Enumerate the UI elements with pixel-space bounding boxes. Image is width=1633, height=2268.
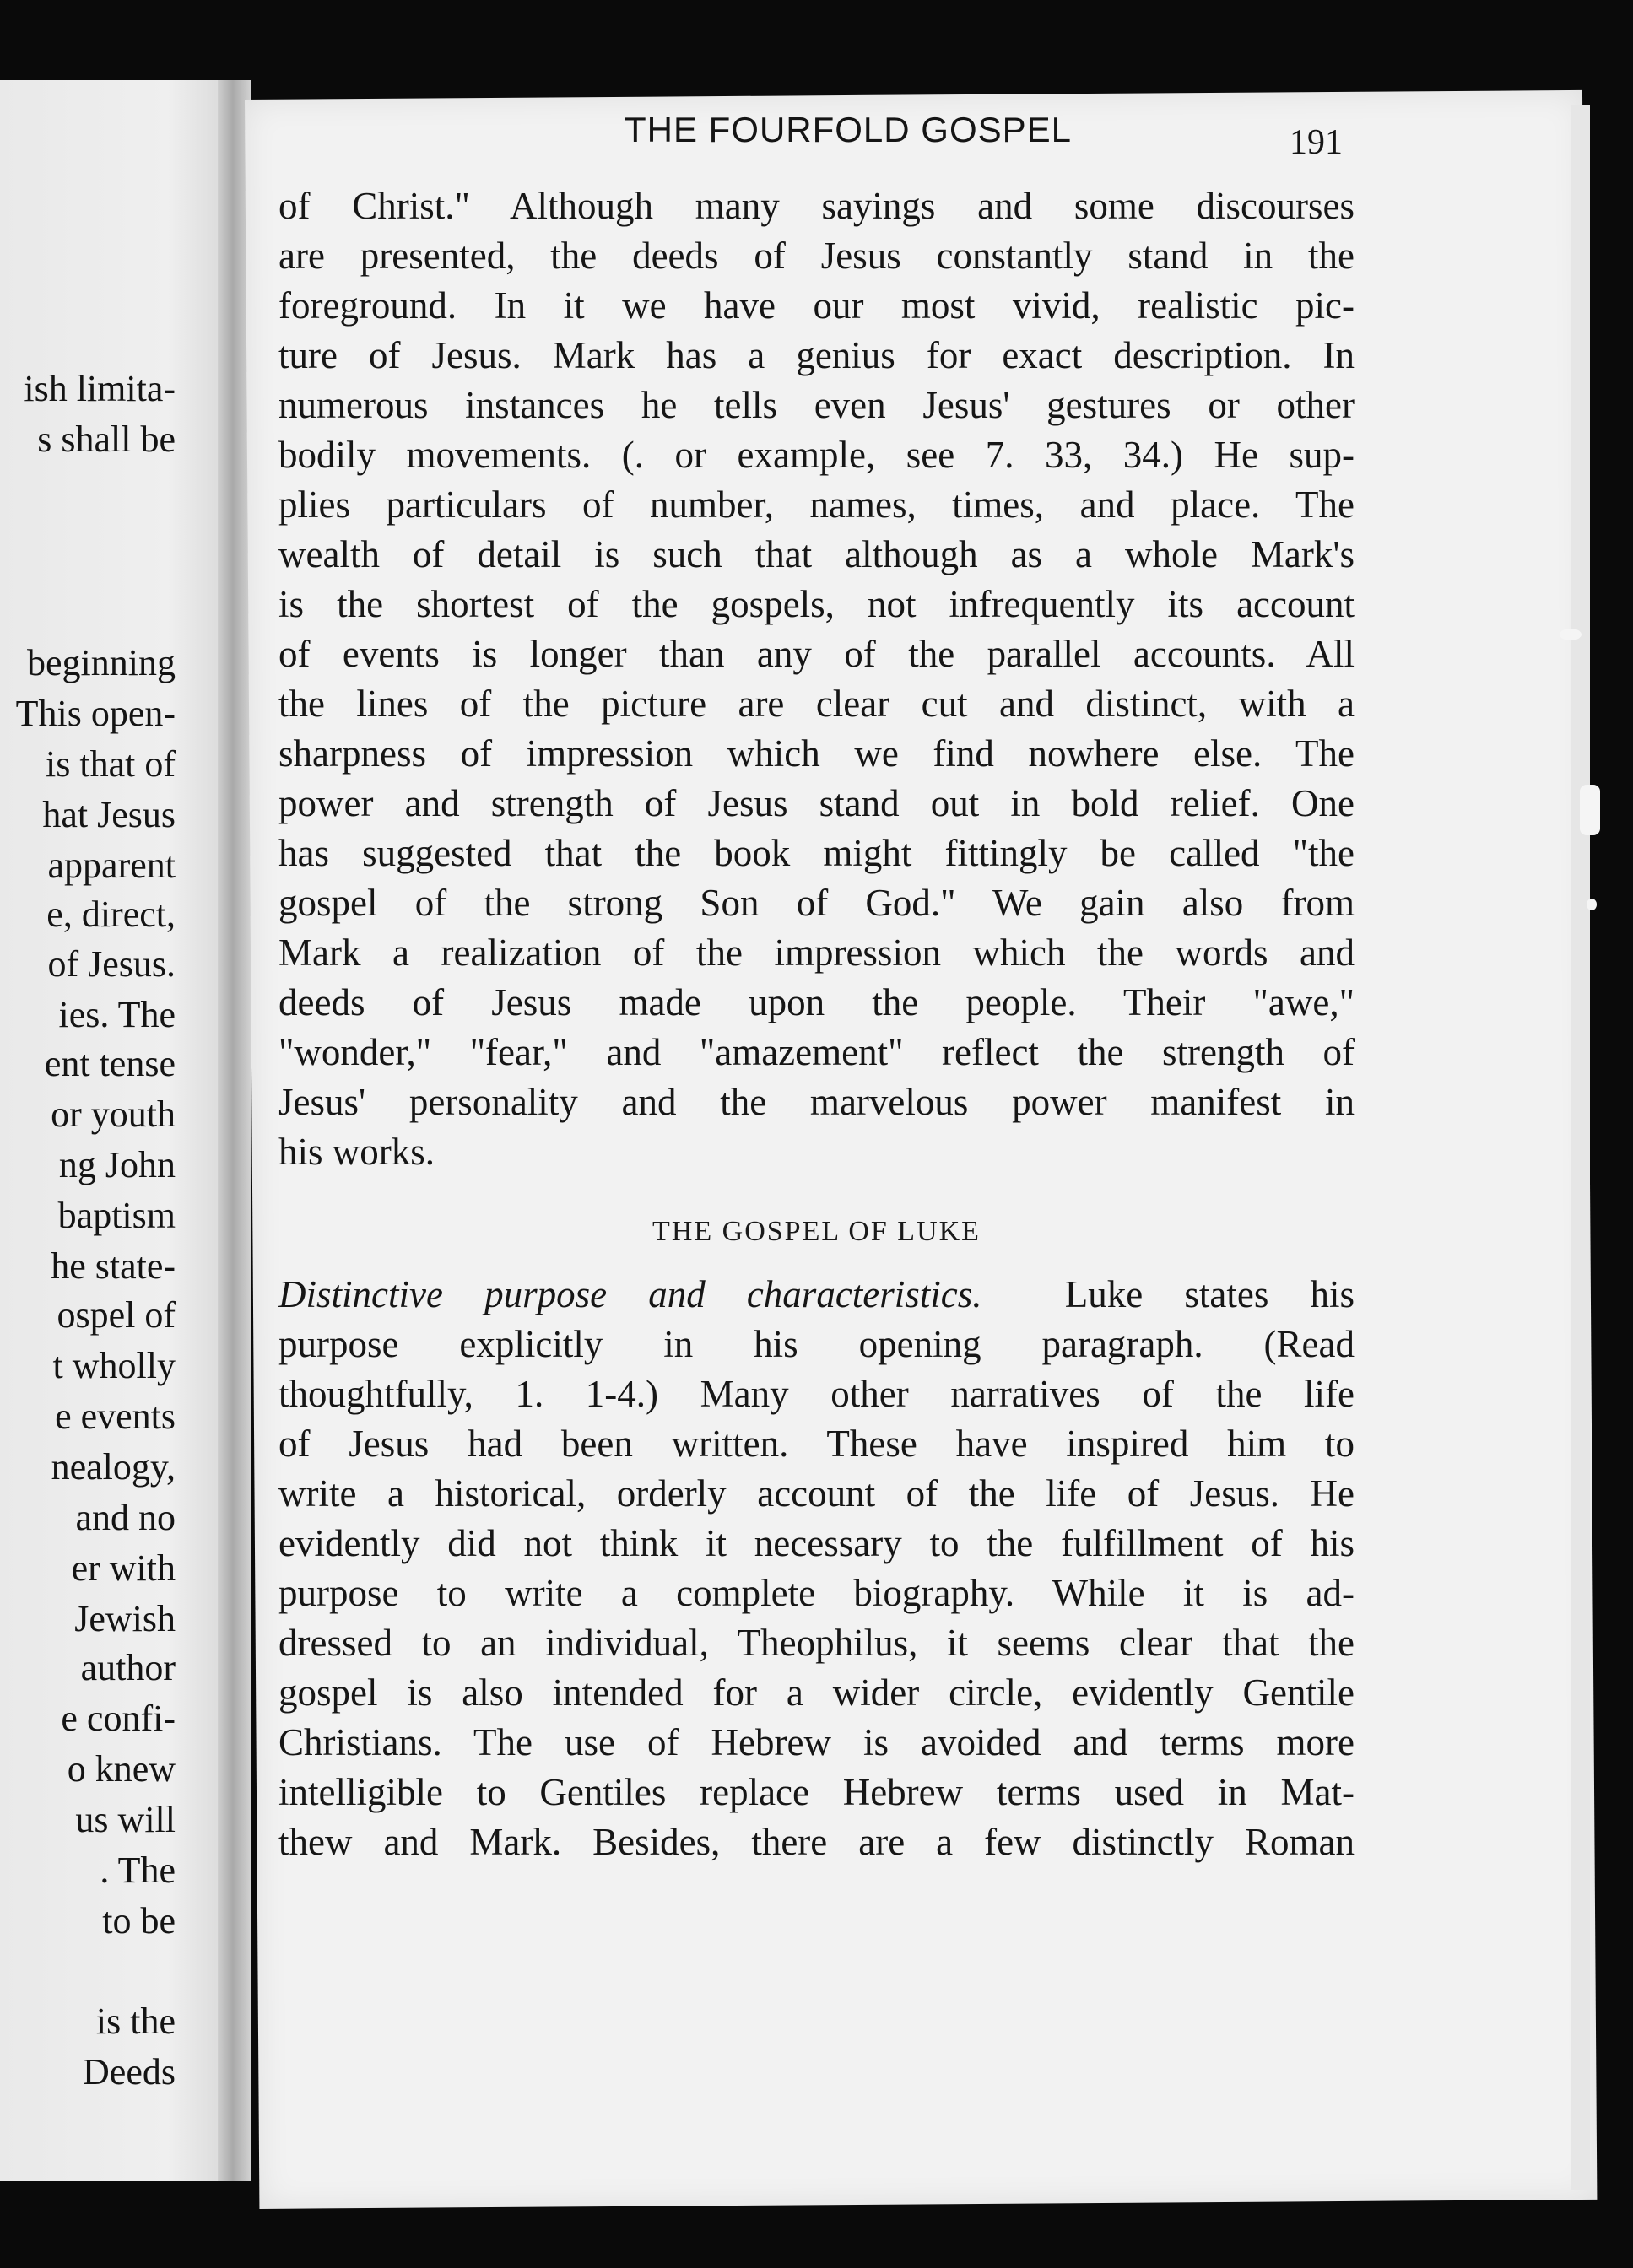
- left-page-line-fragment: us will: [75, 1799, 176, 1840]
- left-page-line-fragment: This open-: [15, 693, 176, 734]
- left-page-line-fragment: or youth: [51, 1094, 176, 1135]
- left-page-line-fragment: er with: [71, 1547, 176, 1589]
- scan-speck: [1560, 629, 1582, 640]
- text-line: numerous instances he tells even Jesus' gestures or other: [278, 384, 1355, 426]
- left-page-line-fragment: beginning: [27, 642, 176, 683]
- text-line: are presented, the deeds of Jesus constantly stand in the: [278, 235, 1355, 277]
- left-page-line-fragment: s shall be: [37, 418, 176, 460]
- paragraph-luke-purpose: [278, 1270, 1355, 1867]
- text-line: Mark a realization of the impression which the words and: [278, 932, 1355, 974]
- text-line: dressed to an individual, Theophilus, it seems clear that the: [278, 1622, 1355, 1664]
- paragraph-mark-summary: [278, 181, 1355, 1177]
- text-line: of Jesus had been written. These have inspired him to: [278, 1423, 1355, 1465]
- left-page-line-fragment: Jewish: [74, 1598, 176, 1639]
- left-page-line-fragment: e confi-: [61, 1698, 176, 1739]
- left-page-line-fragment: apparent: [47, 845, 176, 886]
- paragraph-first-line: [278, 1270, 1355, 1320]
- text-line: purpose explicitly in his opening paragraph. (Read: [278, 1323, 1355, 1365]
- text-line: sharpness of impression which we find nowhere else. The: [278, 732, 1355, 775]
- text-line: Christians. The use of Hebrew is avoided and terms more: [278, 1721, 1355, 1763]
- text-line: bodily movements. (. or example, see 7. 33, 34.) He sup-: [278, 434, 1355, 476]
- left-page-line-fragment: is that of: [46, 743, 176, 785]
- left-page-line-fragment: e events: [55, 1396, 176, 1437]
- scan-speck: [1587, 899, 1597, 910]
- section-heading: THE GOSPEL OF LUKE: [652, 1216, 981, 1247]
- left-page-line-fragment: ospel of: [57, 1294, 176, 1336]
- left-page-line-fragment: . The: [100, 1850, 176, 1891]
- left-page-line-fragment: ent tense: [44, 1043, 176, 1084]
- left-page-line-fragment: to be: [102, 1900, 176, 1941]
- left-page-line-fragment: hat Jesus: [42, 794, 176, 835]
- left-page-line-fragment: baptism: [57, 1195, 176, 1236]
- text-line: gospel of the strong Son of God." We gain also from: [278, 882, 1355, 924]
- italic-lead-in: Distinctive purpose and characteristics.: [278, 1273, 982, 1315]
- text-line: gospel is also intended for a wider circle, evidently Gentile: [278, 1671, 1355, 1714]
- left-page-line-fragment: he state-: [51, 1245, 176, 1287]
- left-page-line-fragment: ies. The: [58, 994, 176, 1035]
- left-page-line-fragment: of Jesus.: [47, 943, 176, 985]
- text-line: plies particulars of number, names, times, and place. The: [278, 483, 1355, 526]
- text-line: foreground. In it we have our most vivid, realistic pic-: [278, 284, 1355, 327]
- left-page-line-fragment: o knew: [67, 1748, 176, 1790]
- scan-speck: [1580, 785, 1600, 835]
- running-head: THE FOURFOLD GOSPEL: [624, 110, 1073, 149]
- text-line: ture of Jesus. Mark has a genius for exact description. In: [278, 334, 1355, 376]
- text-line: of events is longer than any of the parallel accounts. All: [278, 633, 1355, 675]
- text-line: thoughtfully, 1. 1-4.) Many other narratives of the life: [278, 1373, 1355, 1415]
- left-page-line-fragment: Deeds: [83, 2051, 176, 2092]
- left-page-line-fragment: author: [80, 1647, 176, 1688]
- left-page-line-fragment: ng John: [58, 1144, 176, 1185]
- text-line: of Christ." Although many sayings and some discourses: [278, 185, 1355, 227]
- right-page-body: [278, 181, 1355, 1867]
- left-page-line-fragment: t wholly: [52, 1345, 176, 1386]
- first-line-rest: Luke states his: [1064, 1273, 1355, 1315]
- left-page-line-fragment: and no: [75, 1497, 176, 1538]
- right-page-edge: [1571, 105, 1590, 2190]
- text-line: thew and Mark. Besides, there are a few distinctly Roman: [278, 1821, 1355, 1863]
- text-line: purpose to write a complete biography. While it is ad-: [278, 1572, 1355, 1614]
- left-page-line-fragment: is the: [95, 2001, 176, 2042]
- text-line: "wonder," "fear," and "amazement" reflect the strength of: [278, 1031, 1355, 1073]
- page-number: 191: [1290, 123, 1343, 162]
- text-line: is the shortest of the gospels, not infrequently its account: [278, 583, 1355, 625]
- left-page: [0, 80, 241, 2181]
- text-line: power and strength of Jesus stand out in bold relief. One: [278, 782, 1355, 824]
- text-line: evidently did not think it necessary to the fulfillment of his: [278, 1522, 1355, 1564]
- text-line: Jesus' personality and the marvelous power manifest in: [278, 1081, 1355, 1123]
- text-line: the lines of the picture are clear cut and distinct, with a: [278, 683, 1355, 725]
- text-line: has suggested that the book might fittingly be called "the: [278, 832, 1355, 874]
- text-line: his works.: [278, 1131, 435, 1173]
- text-line: wealth of detail is such that although as a whole Mark's: [278, 533, 1355, 575]
- text-line: write a historical, orderly account of the life of Jesus. He: [278, 1472, 1355, 1515]
- left-page-line-fragment: ish limita-: [24, 368, 176, 409]
- left-page-line-fragment: e, direct,: [46, 894, 176, 935]
- text-line: deeds of Jesus made upon the people. Their "awe,": [278, 981, 1355, 1023]
- left-page-line-fragment: nealogy,: [51, 1446, 176, 1488]
- text-line: intelligible to Gentiles replace Hebrew terms used in Mat-: [278, 1771, 1355, 1813]
